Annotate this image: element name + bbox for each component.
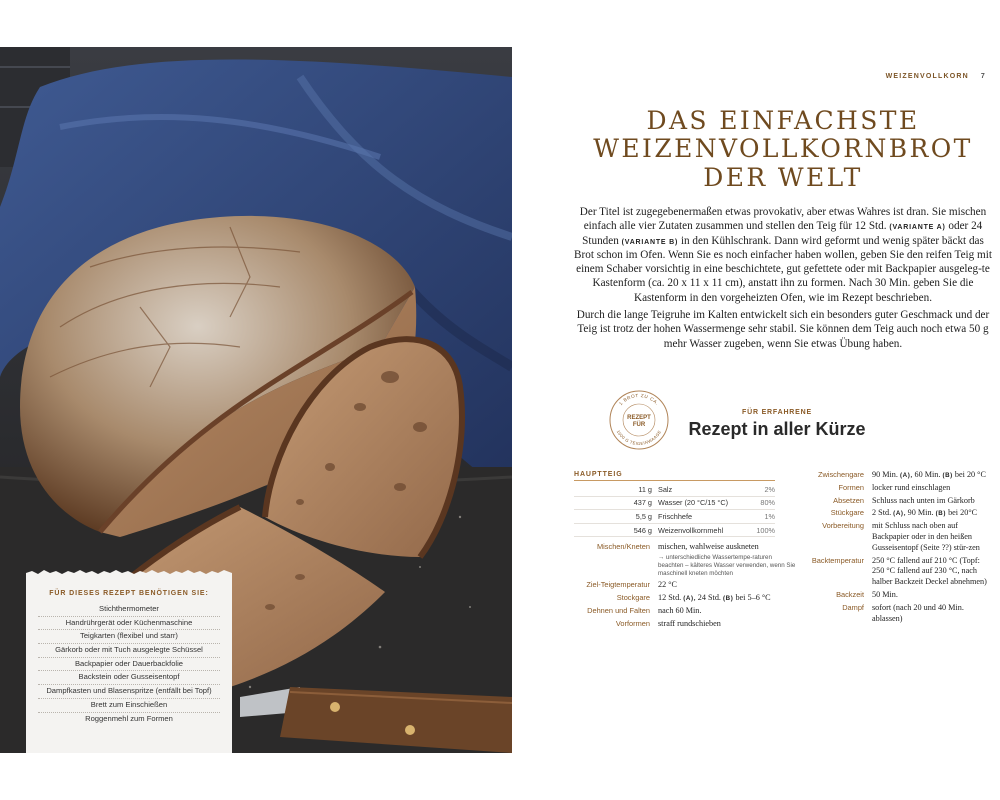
- ingredient-name: Weizenvollkornmehl: [658, 523, 745, 537]
- step-label: Mischen/Kneten: [597, 542, 650, 551]
- variant-b-tag: (B): [942, 472, 953, 479]
- step-text: 12 Std.: [658, 593, 682, 603]
- step-row: [574, 606, 796, 619]
- intro-text: [574, 205, 992, 354]
- step-value: mit Schluss nach oben auf Backpapier oder in den heißen Gusseisentopf (Seite ??) stür-zen: [872, 521, 980, 552]
- table-row: [574, 523, 775, 537]
- ingredient-percent: 80%: [745, 496, 775, 510]
- step-value: 50 Min.: [872, 589, 898, 599]
- step-value: nach 60 Min.: [658, 606, 702, 615]
- recipe-title: Rezept in aller Kürze: [688, 419, 866, 439]
- step-value: [658, 542, 796, 580]
- step-text: , 90 Min.: [903, 508, 934, 518]
- step-value: [658, 593, 796, 606]
- tool-item: Stichthermometer: [38, 603, 220, 617]
- badge-center-2: FÜR: [632, 422, 646, 428]
- ingredient-name: Salz: [658, 483, 745, 496]
- variant-a-tag: (VARIANTE A): [889, 224, 946, 232]
- badge-ring-bottom: 1000 G TEIGEINWAAGE: [615, 429, 663, 447]
- difficulty-label: FÜR ERFAHRENE: [742, 409, 812, 416]
- page-number: 7: [980, 73, 986, 80]
- tool-item: Teigkarten (flexibel und starr): [38, 630, 220, 644]
- ingredient-percent: 2%: [745, 483, 775, 496]
- step-value: Schluss nach unten im Gärkorb: [872, 495, 975, 505]
- intro-text-run: in den Kühlschrank. Dann wird geformt und wenig später bäckt das Brot schon im Ofen. Wenn Sie es noch einfacher haben wollen, geben Sie den reifen Teig mit einem Schaber vorsichtig in eine beschichtete, gut gefettete oder mit Backpapier ausgeleg-te Kastenform (ca. 20 x 11 x 11 cm), anstatt ihn zu formen. Nach 30 Min. geben Sie die Kastenform in den vorgeheizten Ofen, wie im Rezept beschrieben.: [574, 234, 992, 304]
- tool-item: Brett zum Einschießen: [38, 699, 220, 713]
- step-row: [574, 619, 796, 632]
- step-row: [784, 496, 990, 509]
- step-value: 250 °C fallend auf 210 °C (Topf: 250 °C fallend auf 230 °C, nach halber Backzeit Deckel abnehmen): [872, 555, 987, 587]
- step-value: sofort (nach 20 und 40 Min. ablassen): [872, 602, 964, 623]
- ingredient-percent: 100%: [745, 523, 775, 537]
- variant-b-tag: (B): [935, 510, 947, 518]
- ingredients-table: [574, 483, 775, 537]
- book-spread: [0, 47, 1000, 753]
- heading-line: DER WELT: [703, 162, 863, 192]
- steps-right-table: [784, 470, 990, 626]
- step-row: [574, 593, 796, 606]
- step-text: bei 5–6 °C: [735, 593, 771, 603]
- right-page: [512, 47, 1000, 753]
- intro-text-run: oder 24 Stunden: [582, 220, 983, 247]
- steps-left-table: [574, 542, 796, 632]
- yield-badge: [608, 389, 670, 451]
- step-label: Backtemperatur: [811, 555, 864, 565]
- step-row: [784, 521, 990, 555]
- ingredient-percent: 1%: [745, 510, 775, 524]
- tools-box: [26, 574, 232, 753]
- table-row: [574, 510, 775, 524]
- step-value: [872, 470, 990, 483]
- step-row: [784, 590, 990, 603]
- ingredient-amount: 11 g: [574, 483, 658, 496]
- step-text: , 60 Min.: [910, 470, 941, 479]
- step-row: [574, 542, 796, 580]
- step-label: Zwischengare: [817, 470, 864, 479]
- step-label: Dampf: [842, 602, 864, 612]
- variant-b-tag: (VARIANTE B): [621, 238, 679, 246]
- step-row: [784, 556, 990, 590]
- ingredient-name: Frischhefe: [658, 510, 745, 524]
- step-row: [784, 603, 990, 627]
- step-text: 90 Min.: [872, 470, 898, 479]
- step-row: [574, 580, 796, 593]
- heading-line: WEIZENVOLLKORNBROT: [593, 134, 973, 164]
- step-value: [872, 508, 990, 521]
- step-value: locker rund einschlagen: [872, 482, 951, 492]
- intro-paragraph-1: [574, 205, 992, 305]
- ingredient-amount: 546 g: [574, 523, 658, 537]
- step-label: Formen: [838, 482, 864, 492]
- table-row: [574, 483, 775, 496]
- step-label: Stockgare: [616, 593, 650, 603]
- step-row: [784, 483, 990, 496]
- tool-item: Dampfkasten und Blasenspritze (entfällt bei Topf): [38, 685, 220, 699]
- ingredient-amount: 437 g: [574, 496, 658, 510]
- step-text: bei 20 °C: [954, 470, 986, 479]
- step-label: Ziel-Teigtemperatur: [586, 580, 650, 590]
- step-note: → unterschiedliche Wassertempe-raturen beachten – kälteres Wasser verwenden, wenn Sie maschinell kneten möchten: [658, 553, 796, 578]
- step-value: 22 °C: [658, 580, 677, 590]
- step-text: mischen, wahlweise auskneten: [658, 542, 759, 551]
- intro-text-run: Der Titel ist zugegebenermaßen etwas provokativ, aber etwas Wahres ist dran. Sie mischen einfach alle vier Zutaten zusammen und stellen den Teig für 12 Std.: [579, 206, 987, 233]
- tool-item: Backstein oder Gusseisentopf: [38, 671, 220, 685]
- step-text: 2 Std.: [872, 508, 892, 518]
- hauptteig-heading: HAUPTTEIG: [574, 471, 775, 481]
- recipe-heading: [566, 107, 1000, 192]
- step-label: Vorformen: [615, 618, 650, 628]
- ingredient-name: Wasser (20 °C/15 °C): [658, 496, 745, 510]
- step-text: , 24 Std.: [693, 593, 721, 603]
- ingredient-amount: 5,5 g: [574, 510, 658, 524]
- step-label: Dehnen und Falten: [587, 606, 650, 615]
- heading-line: DAS EINFACHSTE: [646, 106, 920, 135]
- tool-item: Gärkorb oder mit Tuch ausgelegte Schüssel: [38, 644, 220, 658]
- running-head: [886, 73, 986, 80]
- tools-list: [38, 603, 220, 725]
- table-row: [574, 496, 775, 510]
- step-label: Backzeit: [836, 589, 864, 599]
- tool-item: Roggenmehl zum Formen: [85, 713, 173, 723]
- step-row: [784, 470, 990, 483]
- variant-a-tag: (A): [899, 472, 911, 479]
- variant-a-tag: (A): [893, 510, 904, 518]
- step-label: Absetzen: [833, 495, 864, 505]
- step-label: Stückgare: [830, 508, 864, 518]
- step-value: straff rundschieben: [658, 618, 721, 628]
- tool-item: Handrührgerät oder Küchenmaschine: [38, 617, 220, 631]
- badge-center-1: REZEPT: [627, 415, 651, 421]
- section-name: WEIZENVOLLKORN: [885, 73, 969, 80]
- variant-b-tag: (B): [723, 595, 734, 603]
- step-label: Vorbereitung: [822, 521, 864, 531]
- tool-item: Backpapier oder Dauerbackfolie: [38, 658, 220, 672]
- tools-box-title: FÜR DIESES REZEPT BENÖTIGEN SIE:: [49, 590, 209, 597]
- step-text: bei 20°C: [948, 508, 978, 518]
- intro-paragraph-2: Durch die lange Teigruhe im Kalten entwickelt sich ein besonders guter Geschmack und der Teig ist trotz der hohen Wassermenge sehr stabil. Sie können dem Teig auch noch etwa 50 g mehr Wasser zugeben, wenn Sie etwas Übung haben.: [576, 309, 990, 350]
- left-page: [0, 47, 512, 753]
- badge-ring-top: 1 BROT ZU CA.: [618, 392, 660, 407]
- step-row: [784, 508, 990, 521]
- torn-paper-edge: [26, 569, 232, 577]
- variant-a-tag: (A): [683, 595, 694, 603]
